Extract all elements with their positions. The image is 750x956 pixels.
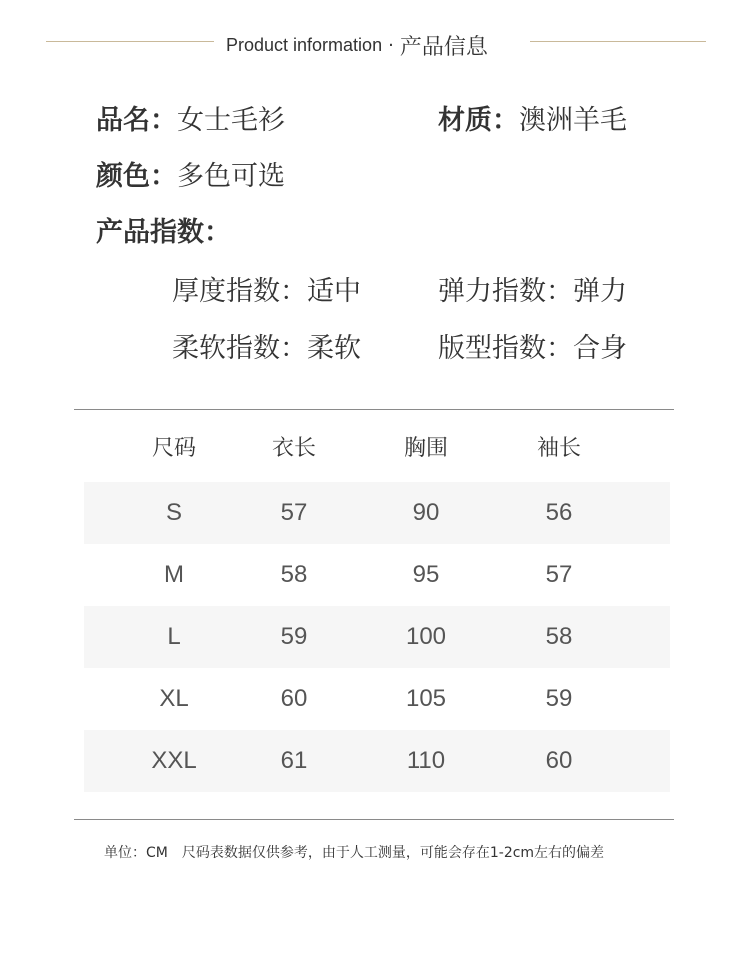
color-row <box>96 154 285 193</box>
sleeve-cell: 58 <box>545 623 573 650</box>
product-name-row <box>96 98 285 137</box>
elasticity-index-value: 弹力 <box>573 276 627 307</box>
length-cell: 58 <box>280 561 308 588</box>
length-cell: 57 <box>280 499 308 526</box>
chest-cell: 95 <box>412 561 440 588</box>
chest-cell: 105 <box>405 685 447 712</box>
thickness-index-value: 适中 <box>307 276 361 307</box>
size-cell: XL <box>159 685 189 712</box>
header-sleeve: 袖长 <box>536 436 581 461</box>
thickness-index <box>172 269 361 308</box>
measurement-note: 尺码表数据仅供参考，由于人工测量，可能会存在1-2cm左右的偏差 <box>181 845 605 861</box>
softness-index-label: 柔软指数： <box>172 333 307 364</box>
softness-index-value: 柔软 <box>307 333 361 364</box>
table-bottom-divider <box>74 819 674 820</box>
section-title <box>226 30 526 61</box>
size-footnote <box>104 842 604 862</box>
table-row <box>84 482 670 544</box>
section-title-cn: 产品信息 <box>399 35 488 60</box>
softness-index <box>172 326 361 365</box>
material-value: 澳洲羊毛 <box>519 105 627 136</box>
material-row <box>438 98 627 137</box>
fit-index <box>438 326 627 365</box>
size-table <box>84 420 670 792</box>
chest-cell: 100 <box>405 623 447 650</box>
fit-index-label: 版型指数： <box>438 333 573 364</box>
header-divider-right <box>530 41 706 42</box>
fit-index-value: 合身 <box>573 333 627 364</box>
section-title-en: Product information <box>226 35 383 55</box>
header-divider-left <box>46 41 214 42</box>
section-header <box>0 30 750 64</box>
size-cell: S <box>165 499 182 526</box>
sleeve-cell: 57 <box>545 561 573 588</box>
chest-cell: 110 <box>406 747 446 774</box>
product-name-label: 品名： <box>96 105 177 136</box>
chest-cell: 90 <box>412 499 440 526</box>
sleeve-cell: 60 <box>545 747 573 774</box>
thickness-index-label: 厚度指数： <box>172 276 307 307</box>
elasticity-index-label: 弹力指数： <box>438 276 573 307</box>
length-cell: 61 <box>280 747 308 774</box>
header-length: 衣长 <box>271 436 316 461</box>
sleeve-cell: 59 <box>545 685 573 712</box>
size-cell: XXL <box>151 747 197 774</box>
header-chest: 胸围 <box>403 436 448 461</box>
table-top-divider <box>74 409 674 410</box>
size-cell: M <box>164 561 184 588</box>
table-row <box>84 730 670 792</box>
header-size: 尺码 <box>151 436 196 461</box>
length-cell: 60 <box>280 685 308 712</box>
color-label: 颜色： <box>96 161 177 192</box>
title-separator: · <box>388 35 394 56</box>
elasticity-index <box>438 269 627 308</box>
unit-note: 单位：CM <box>104 845 168 861</box>
table-row <box>84 668 670 730</box>
sleeve-cell: 56 <box>545 499 573 526</box>
color-value: 多色可选 <box>177 161 285 192</box>
length-cell: 59 <box>280 623 308 650</box>
product-name-value: 女士毛衫 <box>177 105 285 136</box>
size-table-header <box>84 420 670 482</box>
product-index-title: 产品指数： <box>96 217 231 248</box>
material-label: 材质： <box>438 105 519 136</box>
table-row <box>84 544 670 606</box>
size-cell: L <box>167 623 181 650</box>
product-index-title-row <box>96 210 231 249</box>
table-row <box>84 606 670 668</box>
